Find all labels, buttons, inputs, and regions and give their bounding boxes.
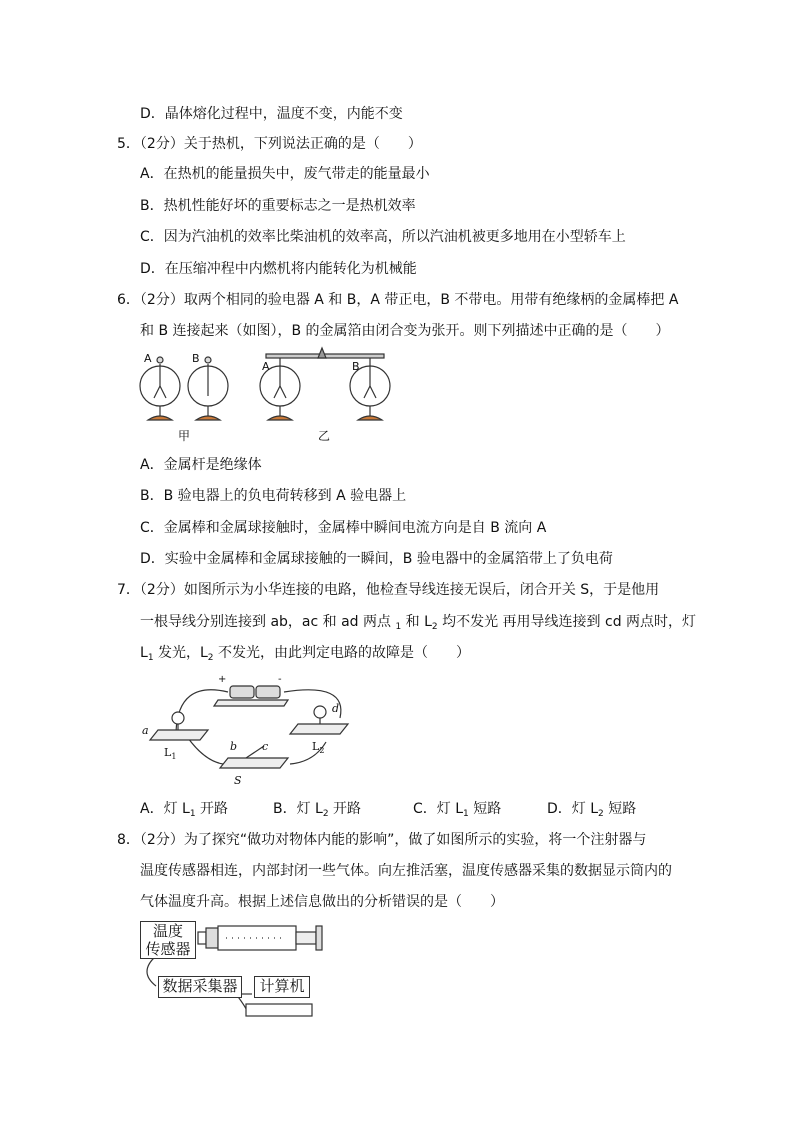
q6-option-d: D．实验中金属棒和金属球接触的一瞬间，B 验电器中的金属箔带上了负电荷 xyxy=(140,551,613,567)
q5-option-a: A．在热机的能量损失中，废气带走的能量最小 xyxy=(140,166,430,182)
q6-caption-jia: 甲 xyxy=(178,429,191,443)
q6-label-a: A xyxy=(144,352,152,365)
q7-option-d: D．灯 $L_2$ 短路 xyxy=(547,801,637,819)
q5-option-c: C．因为汽油机的效率比柴油机的效率高，所以汽油机被更多地用在小型轿车上 xyxy=(140,229,626,245)
q6-stem-line1: 6．（2分）取两个相同的验电器 A 和 B，A 带正电，B 不带电。用带有绝缘柄的金属棒把 A xyxy=(117,292,679,308)
q7-option-b: B．灯 $L_2$ 开路 xyxy=(273,801,362,819)
q7-plus-label: + xyxy=(218,674,227,685)
q5-option-d: D．在压缩冲程中内燃机将内能转化为机械能 xyxy=(140,261,417,277)
q8-temperature-sensor-box: 温度 传感器 xyxy=(140,921,196,959)
q7-stem-line1: 7．（2分）如图所示为小华连接的电路，他检查导线连接无误后，闭合开关 S，于是他用 xyxy=(117,582,660,598)
q7-label-d: d xyxy=(332,702,340,715)
q6-stem-line2: 和 B 连接起来（如图），B 的金属箔由闭合变为张开。则下列描述中正确的是（ ） xyxy=(140,323,670,339)
q8-computer-box: 计算机 xyxy=(254,976,310,998)
q7-label-c: c xyxy=(262,740,269,753)
q6-label-b: B xyxy=(192,352,200,365)
q7-minus-label: - xyxy=(278,674,282,685)
q4-option-d: D．晶体熔化过程中，温度不变，内能不变 xyxy=(140,106,403,122)
q7-label-l2: $L_2$ xyxy=(312,740,325,755)
q6-option-b: B．B 验电器上的负电荷转移到 A 验电器上 xyxy=(140,488,407,504)
q6-label-b2: B xyxy=(352,360,360,373)
q6-option-a: A．金属杆是绝缘体 xyxy=(140,457,262,473)
q7-label-b: b xyxy=(230,740,238,753)
q7-option-a: A．灯 $L_1$ 开路 xyxy=(140,801,229,819)
q7-stem-line2: 一根导线分别连接到 ab，ac 和 ad 两点 $_1$ 和 $L_2$ 均不发光 再用导线连接到 cd 两点时，灯 xyxy=(140,614,697,632)
q7-label-a: a xyxy=(142,724,149,737)
q6-option-c: C．金属棒和金属球接触时，金属棒中瞬间电流方向是自 B 流向 A xyxy=(140,520,547,536)
q8-stem-line2: 温度传感器相连，内部封闭一些气体。向左推活塞，温度传感器采集的数据显示筒内的 xyxy=(140,863,672,879)
q6-caption-yi: 乙 xyxy=(318,429,331,443)
q6-electroscope-figure xyxy=(136,346,396,446)
q8-stem-line3: 气体温度升高。根据上述信息做出的分析错误的是（ ） xyxy=(140,894,504,910)
q8-data-collector-box: 数据采集器 xyxy=(158,976,242,998)
q7-label-s: S xyxy=(234,774,242,787)
q8-stem-line1: 8．（2分）为了探究“做功对物体内能的影响”，做了如图所示的实验，将一个注射器与 xyxy=(117,832,647,848)
q6-label-a2: A xyxy=(262,360,270,373)
q7-stem-line3: $L_1$ 发光，$L_2$ 不发光，由此判定电路的故障是（ ） xyxy=(140,645,470,663)
q7-circuit-figure xyxy=(138,672,358,792)
q5-stem: 5．（2分）关于热机，下列说法正确的是（ ） xyxy=(117,136,422,152)
q5-option-b: B．热机性能好坏的重要标志之一是热机效率 xyxy=(140,198,416,214)
q7-option-c: C．灯 $L_1$ 短路 xyxy=(413,801,502,819)
q7-label-l1: $L_1$ xyxy=(164,746,177,761)
